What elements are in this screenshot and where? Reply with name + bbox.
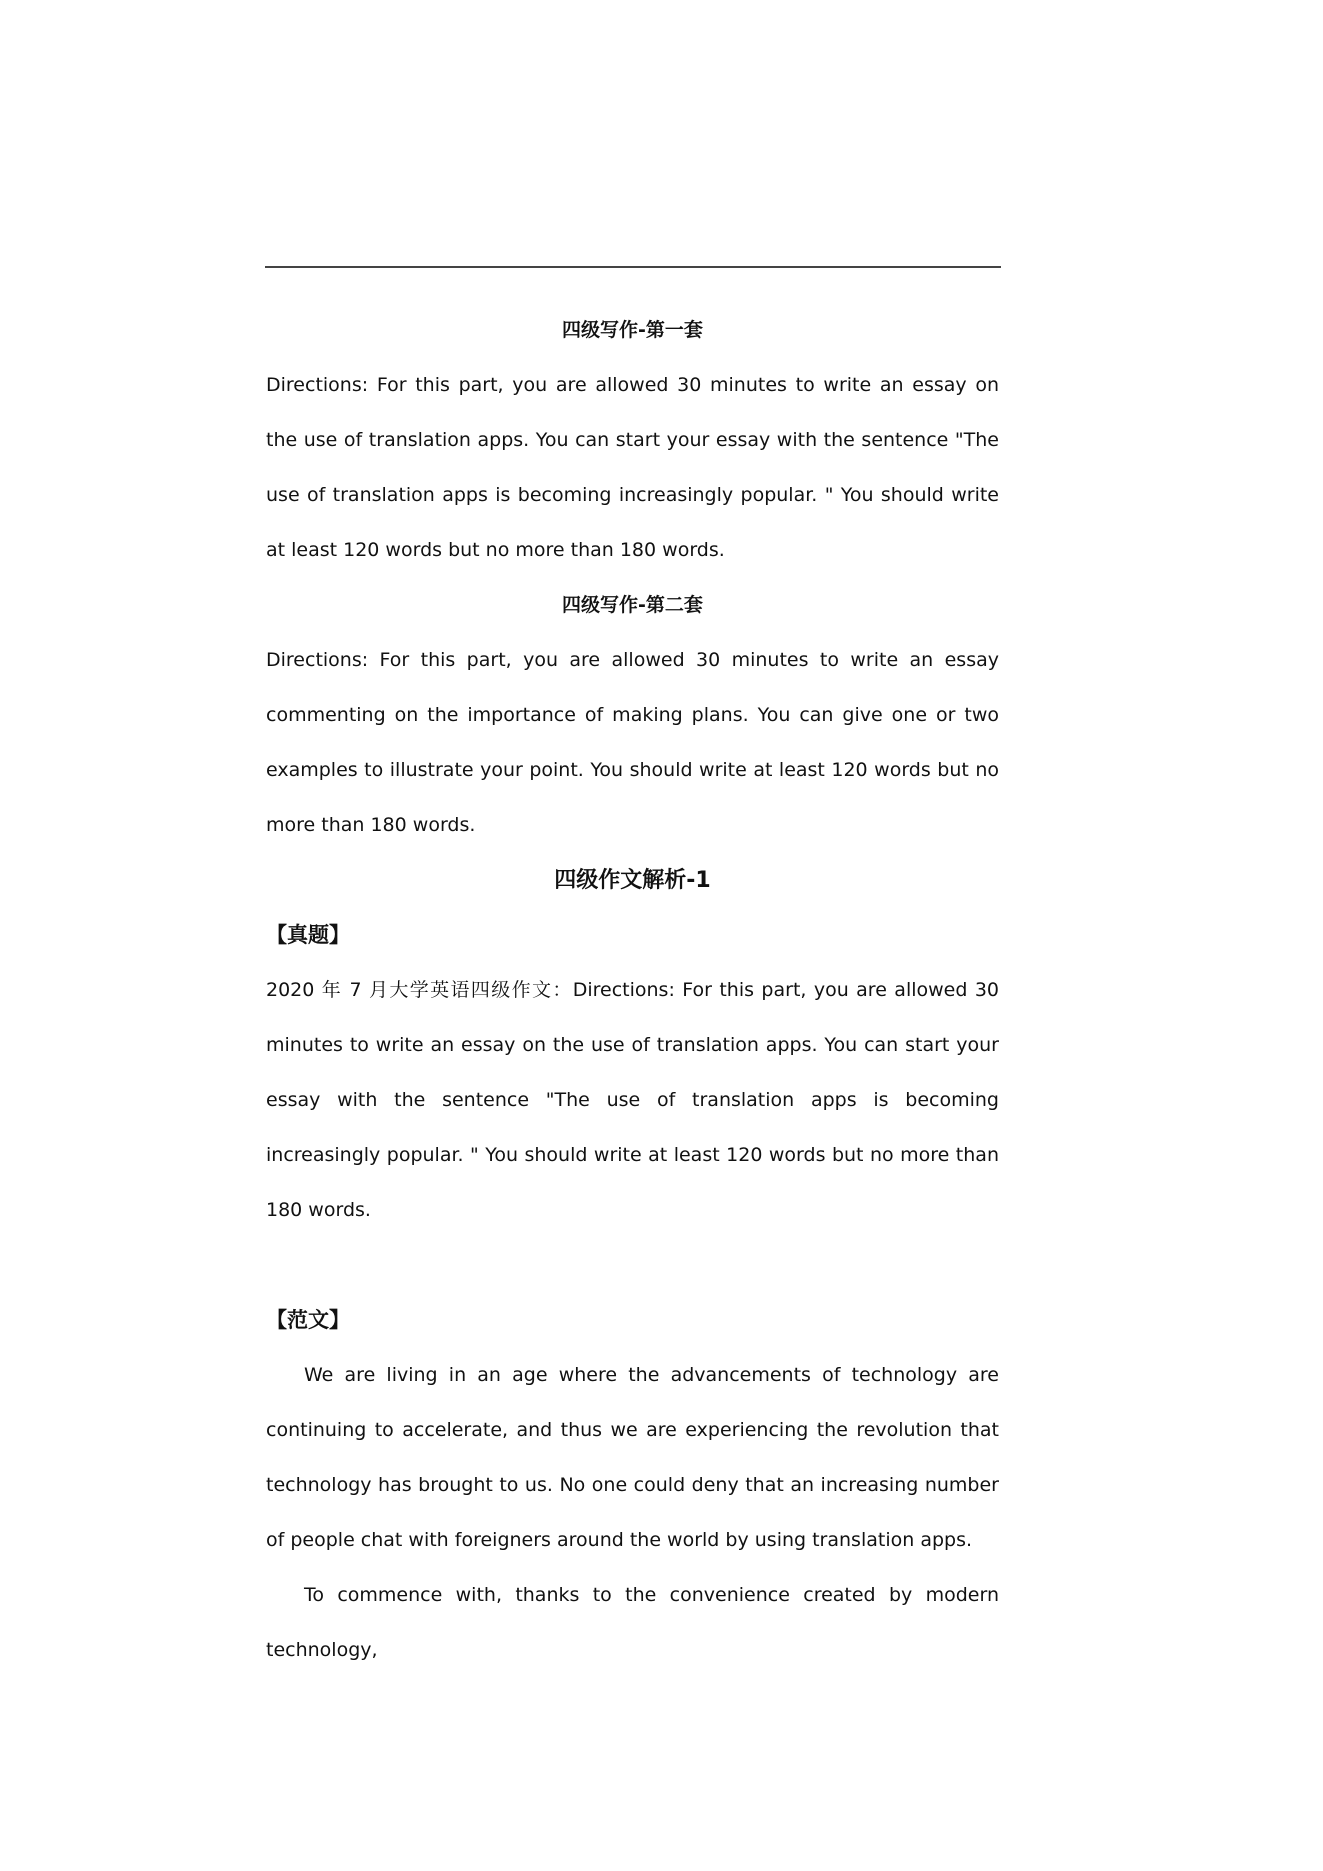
header-rule [265, 266, 1001, 268]
sample-paragraph-1: We are living in an age where the advancements of technology are continuing to accelerate, and thus we are experiencing the revolution that technology has brought to us. No one could deny that an increasing number of people chat with foreigners around the world by using translation apps. [266, 1364, 999, 1551]
set2-title: 四级写作-第二套 [562, 594, 703, 616]
sample-paragraph-2: To commence with, thanks to the convenience created by modern technology, [266, 1584, 999, 1661]
set1-directions: Directions: For this part, you are allowed 30 minutes to write an essay on the use of translation apps. You can start your essay with the sentence "The use of translation apps is becoming increasingly popular. " You should write at least 120 words but no more than 180 words. [266, 374, 999, 561]
sample-label: 【范文】 [266, 1308, 350, 1332]
exam-label: 【真题】 [266, 923, 350, 947]
set2-directions: Directions: For this part, you are allowed 30 minutes to write an essay commenting on the importance of making plans. You can give one or two examples to illustrate your point. You should write at least 120 words but no more than 180 words. [266, 649, 999, 836]
exam-text: 2020 年 7 月大学英语四级作文：Directions: For this part, you are allowed 30 minutes to write an essay on the use of translation apps. You can start your essay with the sentence "The use of translation apps is becoming increasingly popular. " You should write at least 120 words but no more than 180 words. [266, 979, 999, 1221]
analysis-title: 四级作文解析-1 [554, 868, 711, 893]
document-body [266, 303, 999, 1678]
spacer [266, 1238, 999, 1293]
set1-title: 四级写作-第一套 [562, 319, 703, 341]
